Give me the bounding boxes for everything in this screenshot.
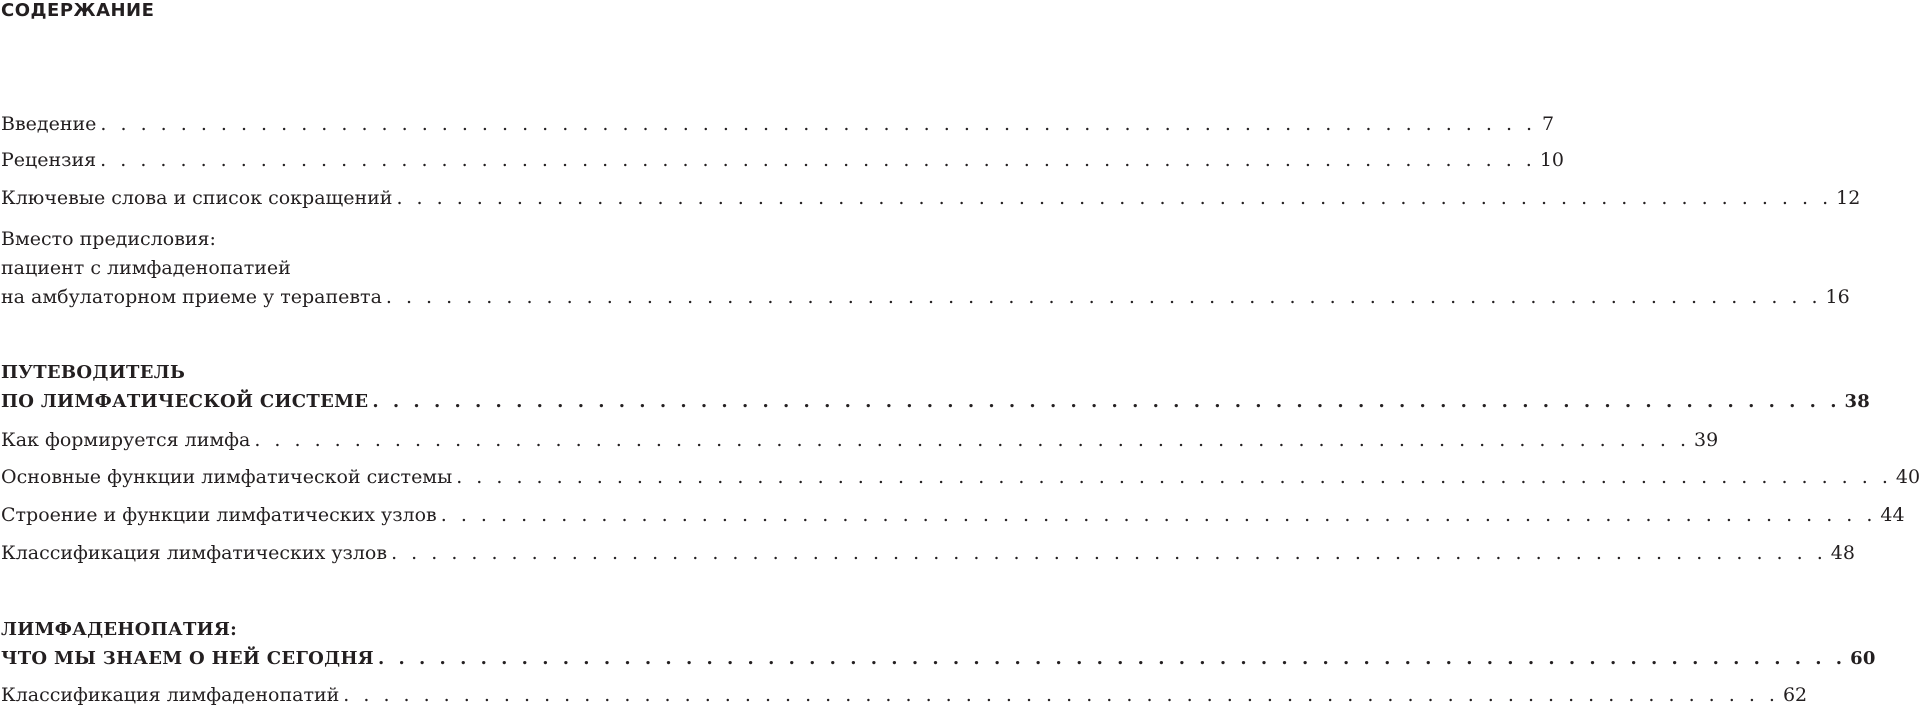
toc-entry-review (1, 147, 1565, 173)
toc-entry-preface-line2: пациент с лимфаденопатией (1, 257, 291, 279)
toc-entry-text: Как формируется лимфа (1, 429, 251, 451)
toc-page-number: 62 (1782, 684, 1808, 706)
section-heading-line1: ЛИМФАДЕНОПАТИЯ: (1, 619, 238, 640)
toc-entry-introduction (1, 111, 1555, 137)
toc-entry-text: Классификация лимфаденопатий (1, 684, 340, 706)
toc-page-number: 39 (1694, 429, 1719, 451)
toc-page-number: 7 (1541, 113, 1555, 135)
toc-entry-text: Основные функции лимфатической системы (1, 466, 453, 488)
toc-entry-lymph-formation (1, 427, 1719, 453)
toc-leader-dots: . . . . . . . . . . . . . . . . . . . . . . . . . . . . . . . . . . . . . . . . . . . . . . . . . . . . . . . . . . . . . . . . . . . . . . . . (391, 542, 1827, 564)
toc-entry-lymphadenopathy-classification (1, 682, 1808, 708)
toc-entry-preface (1, 284, 1850, 310)
toc-entry-text: Рецензия (1, 149, 97, 171)
toc-page-number: 48 (1830, 542, 1855, 564)
page-title: СОДЕРЖАНИЕ (1, 0, 155, 21)
toc-entry-text: ЧТО МЫ ЗНАЕМ О НЕЙ СЕГОДНЯ (1, 648, 374, 669)
toc-leader-dots: . . . . . . . . . . . . . . . . . . . . . . . . . . . . . . . . . . . . . . . . . . . . . . . . . . . . . . . . . . . . . . . . . . . . . . . . (100, 113, 1537, 135)
toc-entry-text: ПО ЛИМФАТИЧЕСКОЙ СИСТЕМЕ (1, 391, 369, 412)
toc-page-number: 16 (1825, 286, 1850, 308)
toc-entry-text: Классификация лимфатических узлов (1, 542, 388, 564)
toc-entry-text: Ключевые слова и список сокращений (1, 187, 393, 209)
toc-page-number: 44 (1880, 504, 1905, 526)
toc-leader-dots: . . . . . . . . . . . . . . . . . . . . . . . . . . . . . . . . . . . . . . . . . . . . . . . . . . . . . . . . . . . . . . . . . . . . . . . . (440, 504, 1877, 526)
toc-entry-preface-line1: Вместо предисловия: (1, 228, 216, 250)
toc-leader-dots: . . . . . . . . . . . . . . . . . . . . . . . . . . . . . . . . . . . . . . . . . . . . . . . . . . . . . . . . . . . . . . . . . . . . . . . . (377, 648, 1847, 669)
toc-page-number: 60 (1850, 648, 1876, 669)
toc-page-number: 10 (1539, 149, 1565, 171)
section-heading-lymphadenopathy (1, 646, 1876, 672)
toc-leader-dots: . . . . . . . . . . . . . . . . . . . . . . . . . . . . . . . . . . . . . . . . . . . . . . . . . . . . . . . . . . . . . . . . . . . . . . . . (396, 187, 1833, 209)
toc-entry-text: на амбулаторном приеме у терапевта (1, 286, 382, 308)
section-heading-lymphatic-system (1, 389, 1871, 415)
toc-page-number: 40 (1895, 466, 1920, 488)
toc-entry-node-classification (1, 540, 1855, 566)
toc-entry-keywords (1, 185, 1861, 211)
toc-leader-dots: . . . . . . . . . . . . . . . . . . . . . . . . . . . . . . . . . . . . . . . . . . . . . . . . . . . . . . . . . . . . . . . . . . . . . . . . (385, 286, 1822, 308)
toc-page-number: 12 (1836, 187, 1861, 209)
toc-leader-dots: . . . . . . . . . . . . . . . . . . . . . . . . . . . . . . . . . . . . . . . . . . . . . . . . . . . . . . . . . . . . . . . . . . . . . . . . (100, 149, 1536, 171)
toc-leader-dots: . . . . . . . . . . . . . . . . . . . . . . . . . . . . . . . . . . . . . . . . . . . . . . . . . . . . . . . . . . . . . . . . . . . . . . . . (254, 429, 1690, 451)
toc-entry-node-structure (1, 502, 1905, 528)
toc-leader-dots: . . . . . . . . . . . . . . . . . . . . . . . . . . . . . . . . . . . . . . . . . . . . . . . . . . . . . . . . . . . . . . . . . . . . . . . . (343, 684, 1779, 706)
toc-entry-main-functions (1, 464, 1920, 490)
section-heading-line1: ПУТЕВОДИТЕЛЬ (1, 362, 186, 383)
toc-entry-text: Введение (1, 113, 97, 135)
toc-leader-dots: . . . . . . . . . . . . . . . . . . . . . . . . . . . . . . . . . . . . . . . . . . . . . . . . . . . . . . . . . . . . . . . . . . . . . . . . (372, 391, 1841, 412)
toc-page-number: 38 (1844, 391, 1871, 412)
toc-entry-text: Строение и функции лимфатических узлов (1, 504, 437, 526)
toc-leader-dots: . . . . . . . . . . . . . . . . . . . . . . . . . . . . . . . . . . . . . . . . . . . . . . . . . . . . . . . . . . . . . . . . . . . . . . . . (456, 466, 1892, 488)
